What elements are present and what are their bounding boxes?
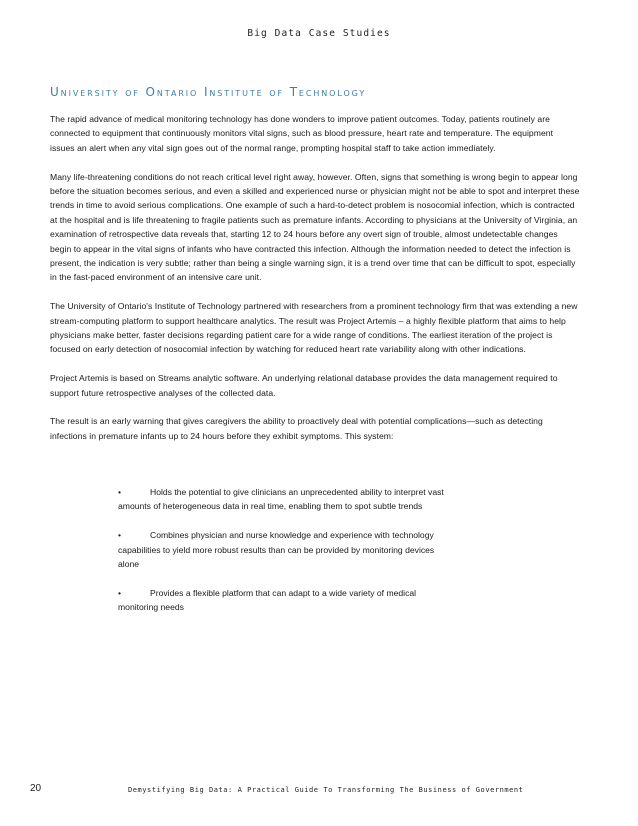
body-text (50, 112, 580, 458)
running-header: Big Data Case Studies (247, 28, 391, 39)
list-item-text: Holds the potential to give clinicians an unprecedented ability to interpret vast amounts of heterogeneous data in real time, enabling them to spot subtle trends (118, 487, 444, 512)
bullet-icon: • (118, 487, 122, 497)
paragraph-artemis: Project Artemis is based on Streams analytic software. An underlying relational database provides the data management required to support future retrospective analyses of the collected data. (50, 373, 558, 398)
list-item (118, 528, 448, 571)
list-item (118, 586, 448, 615)
paragraph-partnership: The University of Ontario's Institute of Technology partnered with researchers from a prominent technology firm that was extending a new stream-computing platform to support healthcare analytics. The result was Project Artemis – a highly flexible platform that aims to help physicians make better, faster decisions regarding patient care for a wide range of conditions. The earliest iteration of the project is focused on early detection of nosocomial infection by watching for reduced heart rate variability along with other indications. (50, 301, 578, 355)
paragraph-conditions: Many life-threatening conditions do not reach critical level right away, however. Often, signs that something is wrong begin to appear long before the situation becomes serious, and even a skilled and experienced nurse or physician might not be able to spot and interpret these trends in time to avoid serious complications. One example of such a hard-to-detect problem is nosocomial infection, which is contracted at the hospital and is life threatening to fragile patients such as premature infants. According to physicians at the University of Virginia, an examination of retrospective data reveals that, starting 12 to 24 hours before any overt sign of trouble, almost undetectable changes begin to appear in the vital signs of infants who have contracted this infection. Although the information needed to detect the infection is present, the indication is very subtle; rather than being a single warning sign, it is a trend over time that can be difficult to spot, especially in the fast-paced environment of an intensive care unit. (50, 171, 580, 283)
bullet-icon: • (118, 587, 122, 598)
bullet-icon: • (118, 530, 122, 541)
list-item (118, 485, 448, 514)
paragraph-intro: The rapid advance of medical monitoring technology has done wonders to improve patient outcomes. Today, patients routinely are connected to equipment that continuously monitors vital signs, such as blood pressure, heart rate and temperature. The equipment issues an alert when any vital sign goes out of the normal range, prompting hospital staff to take action immediately. (50, 114, 554, 153)
list-item-text: Provides a flexible platform that can adapt to a wide variety of medical monitoring needs (118, 587, 417, 613)
running-footer: Demystifying Big Data: A Practical Guide To Transforming The Business of Government (128, 786, 524, 794)
section-title: University of Ontario Institute of Technology (50, 85, 367, 99)
page-number: 20 (30, 783, 42, 794)
list-item-text: Combines physician and nurse knowledge and experience with technology capabilities to yield more robust results than can be provided by monitoring devices alone (118, 530, 435, 570)
paragraph-result: The result is an early warning that gives caregivers the ability to proactively deal with potential complications—such as detecting infections in premature infants up to 24 hours before they exhibit symptoms. This system: (50, 416, 543, 441)
bullet-list (118, 485, 448, 629)
